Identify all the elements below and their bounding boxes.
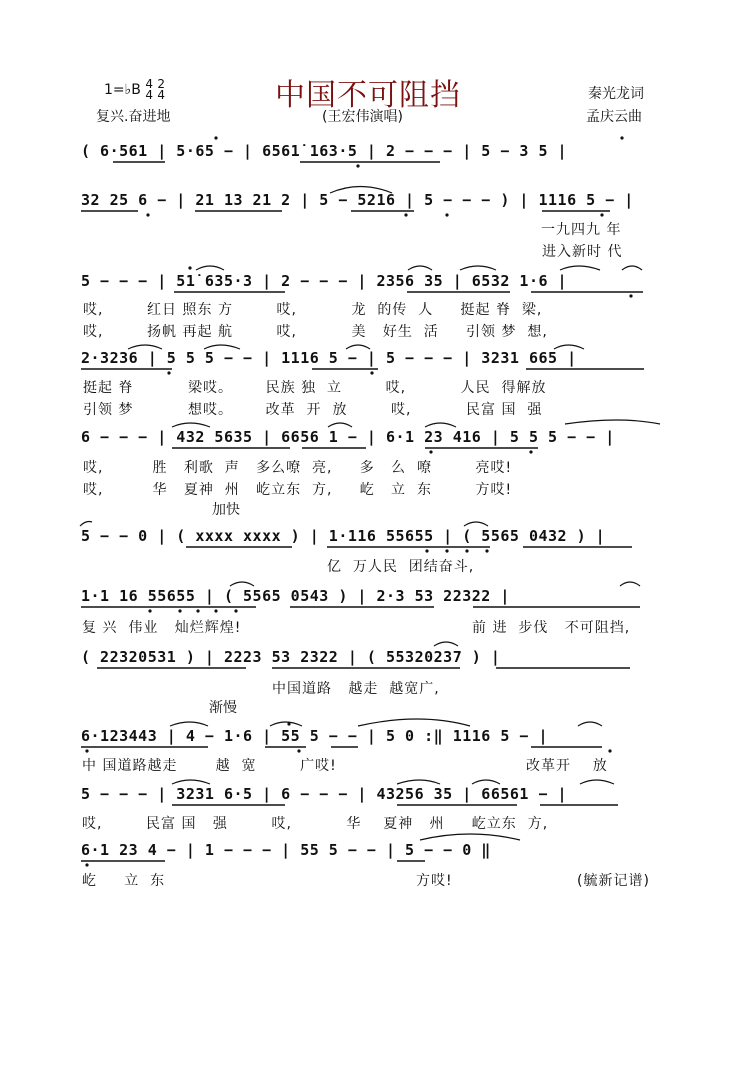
time-signature-4-4 [145,79,153,101]
low-dot [404,213,407,216]
lyric-line: 哎, 胜 利歌 声 多么嘹 亮, 多 么 嘹 亮哎! [83,460,513,476]
time-sig-top: 2 [157,77,166,91]
slur [270,722,302,726]
lyric-line: 引领 梦 想哎。 改革 开 放 哎, 民富 国 强 [83,402,543,418]
time-sig-bottom: 4 [145,88,153,102]
lyric-line: (毓新记谱) [577,873,650,889]
lyric-line: 中 国道路越走 越 宽 广哎! [82,758,337,774]
notation-line: 5 − − − | 51̇ 635·3 | 2 − − − | 2356 35 | 6532 1·6 | [81,272,568,290]
slur [578,722,602,726]
lyric-line: 前 进 步伐 不可阻挡, [472,620,631,636]
lyric-line: 哎, 华 夏神 州 屹立东 方, 屹 立 东 方哎! [83,482,513,498]
low-dot [167,371,170,374]
slur [420,834,520,840]
low-dot [600,213,603,216]
low-dot [356,164,359,167]
slur [328,423,352,427]
slur [622,266,642,270]
low-dot [608,749,611,752]
notation-line: 2·3236 | 5 5 5 − − | 1116 5 − | 5 − − − | 3231 665 | [81,349,577,367]
tempo-change-mark: 渐慢 [209,700,237,716]
lyric-line: 挺起 脊 梁哎。 民族 独 立 哎, 人民 得解放 [83,380,547,396]
low-dot [425,549,428,552]
notation-line: 6·1 23 4 − | 1 − − − | 55 5 − − | 5 − − 0 ‖ [81,841,491,859]
low-dot [178,609,181,612]
slur [460,266,496,270]
notation-line: 1·1 16 55655 | ( 5565 0543 ) | 2·3 53 22322 | [81,587,510,605]
time-signature-2-4 [157,79,165,101]
low-dot [485,549,488,552]
slur [425,423,456,427]
slur [397,780,440,784]
lyric-line: 进入新时 代 [542,244,623,260]
slur [230,582,254,586]
slur [620,582,640,586]
key-text: 1=♭B [104,82,141,98]
low-dot [85,863,88,866]
slur [196,266,224,270]
slur [80,522,92,527]
low-dot [297,749,300,752]
slur [408,266,432,270]
slur [580,780,614,784]
low-dot [214,609,217,612]
low-dot [445,213,448,216]
slur [560,266,600,270]
lyric-line: 中国道路 越走 越宽广, [272,681,440,697]
singer-credit: (王宏伟演唱) [322,109,403,125]
lyricist-credit: 秦光龙词 [588,86,644,102]
slur [172,423,210,427]
high-dot [287,722,290,725]
high-dot [214,136,217,139]
notation-line: 6·123443 | 4 − 1·6 | 55 5 − − | 5 0 :‖ 1116 5 − | [81,727,549,745]
song-title: 中国不可阻挡 [275,78,461,113]
slur [464,522,488,526]
slur [472,780,500,784]
lyric-line: 哎, 扬帆 再起 航 哎, 美 好生 活 引领 梦 想, [83,324,548,340]
notation-line: 32 25 6 − | 21 13 21 2 | 5 − 5216 | 5 − − − ) | 1116 5 − | [81,191,634,209]
lyric-line: 改革开 放 [526,758,608,774]
lyric-line: 哎, 红日 照东 方 哎, 龙 的传 人 挺起 脊 梁, [83,302,543,318]
lyric-line: 亿 万人民 团结奋斗, [327,559,475,575]
low-dot [465,549,468,552]
low-dot [234,609,237,612]
time-sig-bottom: 4 [157,88,166,102]
slur [434,642,458,646]
low-dot [148,609,151,612]
low-dot [146,213,149,216]
high-dot [620,136,623,139]
lyric-line: 复 兴 伟业 灿烂辉煌! [82,620,242,636]
notation-line: 6 − − − | 432 5635 | 6656 1 − | 6·1 23 416 | 5 5 5 − − | [81,428,615,446]
lyric-line: 哎, 民富 国 强 哎, 华 夏神 州 屹立东 方, [82,816,549,832]
high-dot [188,266,191,269]
slur [565,420,660,424]
slur [358,719,470,726]
tempo-marking: 复兴.奋进地 [96,109,171,125]
lyric-line: 一九四九 年 [541,222,622,238]
notation-line: ( 22320531 ) | 2223 53 2322 | ( 55320237 ) | [81,648,501,666]
notation-line: ( 6·561 | 5·65 − | 6561̇ 163·5 | 2 − − − | 5 − 3 5 | [81,142,568,160]
low-dot [629,294,632,297]
low-dot [429,450,432,453]
slur [172,780,210,784]
composer-credit: 孟庆云曲 [586,109,642,125]
tempo-change-mark: 加快 [212,502,240,518]
lyric-line: 屹 立 东 [82,873,166,889]
low-dot [196,609,199,612]
time-sig-top: 4 [145,77,153,91]
slur [170,722,208,726]
low-dot [445,549,448,552]
lyric-line: 方哎! [416,873,453,889]
low-dot [85,749,88,752]
key-signature [104,79,165,101]
low-dot [529,450,532,453]
notation-line: 5 − − 0 | ( xxxx xxxx ) | 1·116 55655 | ( 5565 0432 ) | [81,527,606,545]
notation-line: 5 − − − | 3231 6·5 | 6 − − − | 43256 35 | 66561 − | [81,785,568,803]
low-dot [370,371,373,374]
